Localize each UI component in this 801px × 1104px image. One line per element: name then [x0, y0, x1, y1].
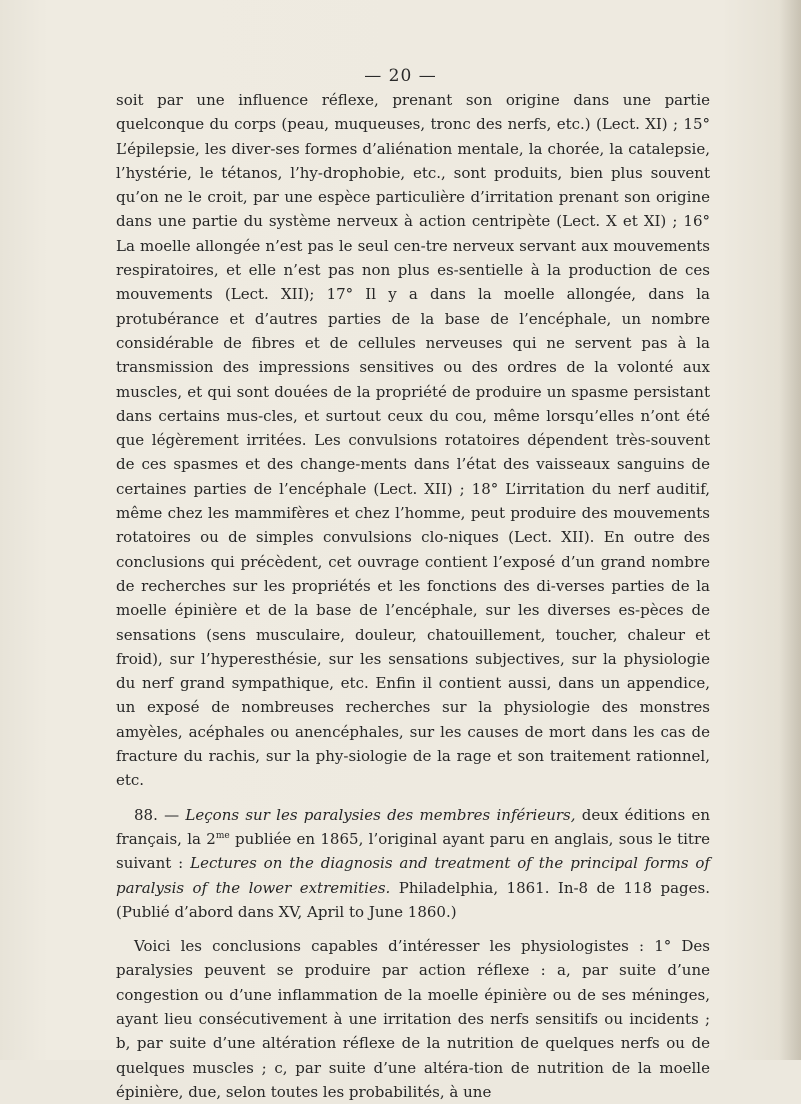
entry-text-c: Philadelphia, 1861. In-8 de 118 pages. (Publié d’abord dans XV, April to June 1860.) — [116, 878, 710, 921]
edition-superscript: me — [215, 830, 230, 841]
entry-number: 88. — — [134, 805, 186, 824]
page-body-text — [116, 88, 710, 1104]
entry-title-french: Leçons sur les paralysies des membres inférieurs, — [185, 805, 576, 824]
paragraph-conclusions: Voici les conclusions capables d’intéresser les physiologistes : 1° Des paralysies peuvent se produire par action réflexe : a, par suite d’une congestion ou d’une inflammation de la moelle épinière ou de ses méninges, ayant lieu consécutivement à une irritation des nerfs sensitifs ou incidents ; b, par suite d’une altération réflexe de la nutrition de quelques nerfs ou de quelques muscles ; c, par suite d’une altéra-tion de nutrition de la moelle épinière, due, selon toutes les probabilités, à une — [116, 937, 710, 1101]
bibliography-entry-88 — [116, 803, 710, 924]
page-number: — 20 — — [364, 66, 437, 86]
entry-title-english: Lectures on the diagnosis and treatment of the principal forms of paralysis of the lower extremities. — [116, 854, 711, 897]
paragraph-continued: soit par une influence réflexe, prenant son origine dans une partie quelconque du corps (peau, muqueuses, tronc des nerfs, etc.) (Lect. XI) ; 15° L’épilepsie, les diver-ses formes d’aliénation mentale, la chorée, la catalepsie, l’hystérie, le tétanos, l’hy-drophobie, etc., sont produits, bien plus souvent qu’on ne le croit, par une espèce particulière d’irritation prenant son origine dans une partie du système nerveux à action centripète (Lect. X et XI) ; 16° La moelle allongée n’est pas le seul cen-tre nerveux servant aux mouvements respiratoires, et elle n’est pas non plus es-sentielle à la production de ces mouvements (Lect. XII); 17° Il y a dans la moelle allongée, dans la protubérance et d’autres parties de la base de l’encéphale, un nombre considérable de fibres et de cellules nerveuses qui ne servent pas à la transmission des impressions sensitives ou des ordres de la volonté aux muscles, et qui sont douées de la propriété de produire un spasme persistant dans certains mus-cles, et surtout ceux du cou, même lorsqu’elles n’ont été que légèrement irritées. Les convulsions rotatoires dépendent très-souvent de ces spasmes et des change-ments dans l’état des vaisseaux sanguins de certaines parties de l’encéphale (Lect. XII) ; 18° L’irritation du nerf auditif, même chez les mammifères et chez l’homme, peut produire des mouvements rotatoires ou de simples convulsions clo-niques (Lect. XII). En outre des conclusions qui précèdent, cet ouvrage contient l’exposé d’un grand nombre de recherches sur les propriétés et les fonctions des di-verses parties de la moelle épinière et de la base de l’encéphale, sur les diverses es-pèces de sensations (sens musculaire, douleur, chatouillement, toucher, chaleur et froid), sur l’hyperesthésie, sur les sensations subjectives, sur la physiologie du nerf grand sympathique, etc. Enfin il contient aussi, dans un appendice, un exposé de nombreuses recherches sur la physiologie des monstres amyèles, acéphales ou anencéphales, sur les causes de mort dans les cas de fracture du rachis, sur la phy-siologie de la rage et son traitement rationnel, etc. — [116, 91, 710, 790]
edition-number: 2 — [206, 829, 216, 848]
page-edge-shadow — [779, 0, 801, 1060]
entry-text-a: deux éditions en français, la — [116, 805, 710, 848]
entry-text-b: publiée en 1865, l’original ayant paru en anglais, sous le titre suivant : — [116, 829, 710, 873]
